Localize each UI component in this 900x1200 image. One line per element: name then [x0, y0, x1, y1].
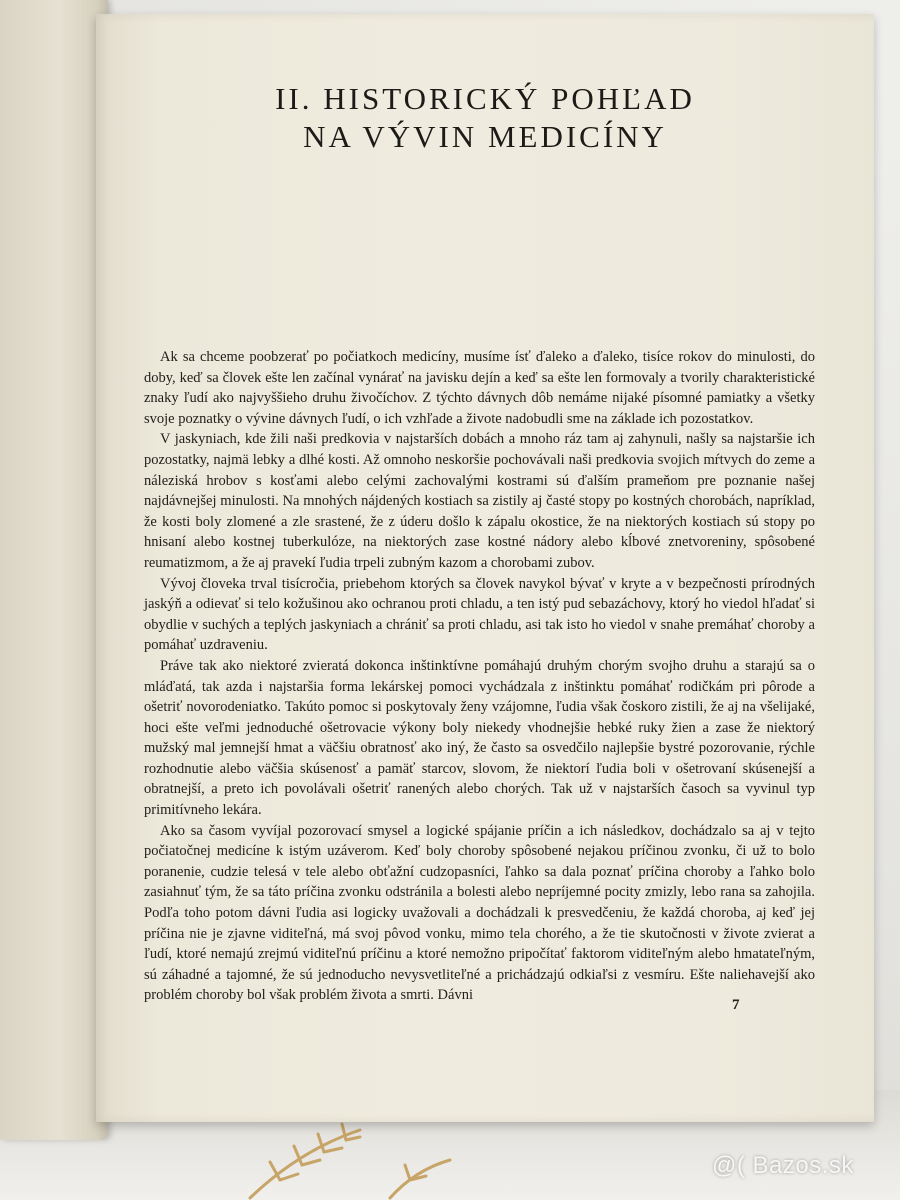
- paragraph: V jaskyniach, kde žili naši predkovia v najstarších dobách a mnoho ráz tam aj zahynuli, našly sa najstaršie ich pozostatky, najmä lebky a dlhé kosti. Až omnoho neskoršie pochovávali naši predkovia svojich mŕtvych do zeme a náleziská hrobov s kosťami alebo celými zachovalými kostrami sú ďalším prameňom pre poznanie našej najdávnejšej minulosti. Na mnohých nájdených kostiach sa zistily aj časté stopy po kostných chorobách, napríklad, že kosti boly zlomené a zle srastené, že z úderu došlo k zápalu okostice, že na niektorých kostiach sú stopy po hnisaní alebo kostnej tuberkulóze, na niektorých zase kostné nádory alebo kĺbové znetvoreniny, spôsobené reumatizmom, a že aj pravekí ľudia trpeli zubným kazom a chorobami zubov.: [144, 431, 815, 571]
- paragraph: Práve tak ako niektoré zvieratá dokonca inštinktívne pomáhajú druhým chorým svojho druhu a starajú sa o mláďatá, tak azda i najstaršia forma lekárskej pomoci vychádzala z inštinktu pomáhať rodičkám pri pôrode a ošetriť novorodeniatko. Takúto pomoc si poskytovaly ženy vzájomne, ľudia však čoskoro zistili, že aj na všelijaké, hoci ešte veľmi jednoduché ošetrovacie výkony boly niekedy vhodnejšie hebké ruky žien a zase že niektorý mužský mal jemnejší hmat a väčšiu obratnosť ako iný, že často sa osvedčilo najlepšie bystré pozorovanie, rýchle rozhodnutie alebo väčšia skúsenosť a pamäť starcov, slovom, že niektorí ľudia boli v ošetrovaní skúsenejší a obratnejší, a preto ich povolávali ošetriť ranených alebo chorých. Tak už v najstarších časoch sa vyvinul typ primitívneho lekára.: [144, 657, 815, 819]
- fern-embroidery-icon: [240, 1110, 460, 1200]
- watermark: @( Bazos.sk: [712, 1152, 854, 1179]
- book-page: [96, 14, 874, 1122]
- chapter-title: [96, 80, 874, 156]
- previous-page-edge: [0, 0, 108, 1140]
- chapter-title-line-1: II. HISTORICKÝ POHĽAD: [275, 81, 695, 116]
- paragraph: Vývoj človeka trval tisícročia, priebehom ktorých sa človek navykol bývať v kryte a v bezpečnosti prírodných jaskýň a odievať si telo kožušinou ako ochranou proti chladu, a ten istý pud sebazáchovy, ktorý ho viedol hľadať si obydlie v suchých a teplých jaskyniach a chrániť sa proti chladu, asi tak isto ho viedol v snahe premáhať choroby a pomáhať uzdraveniu.: [144, 575, 815, 654]
- body-text: [144, 347, 815, 1006]
- paragraph: Ak sa chceme poobzerať po počiatkoch medicíny, musíme ísť ďaleko a ďaleko, tisíce rokov do minulosti, do doby, keď sa človek ešte len začínal vynárať na javisku dejín a keď sa ešte len formovaly a tvorily charakteristické znaky ľudí ako najvyššieho druhu živočíchov. Z týchto dávnych dôb nemáme nijaké písomné pamiatky a všetky svoje poznatky o vývine dávnych ľudí, o ich vzhľade a živote nadobudli sme na základe ich pozostatkov.: [144, 349, 815, 427]
- chapter-title-line-2: NA VÝVIN MEDICÍNY: [303, 119, 667, 154]
- paragraph: Ako sa časom vyvíjal pozorovací smysel a logické spájanie príčin a ich následkov, dochádzalo sa aj v tejto počiatočnej medicíne k istým uzáverom. Keď boly choroby spôsobené nejakou príčinou zvonku, či už to bolo poranenie, cudzie telesá v tele alebo obťažní cudzopasníci, ľahko sa dala poznať príčina choroby a ľahko bolo zasiahnuť tým, že sa táto príčina zvonku odstránila a bolesti alebo nepríjemné pocity zmizly, lebo rana sa zahojila. Podľa toho potom dávni ľudia asi logicky uvažovali a dochádzali k presvedčeniu, že každá choroba, aj keď jej príčina nie je zjavne viditeľná, má svoj pôvod vonku, mimo tela chorého, a že tie skutočnosti v živote zvierat a ľudí, ktoré nemajú zrejmú viditeľnú príčinu a ktoré nemožno pripočítať faktorom viditeľným alebo hmatateľným, sú záhadné a tajomné, že sú jednoducho nevysvetliteľné a prichádzajú odkiaľsi z vesmíru. Ešte naliehavejší ako problém choroby bol však problém života a smrti. Dávni: [144, 822, 815, 1004]
- page-number: 7: [732, 997, 740, 1013]
